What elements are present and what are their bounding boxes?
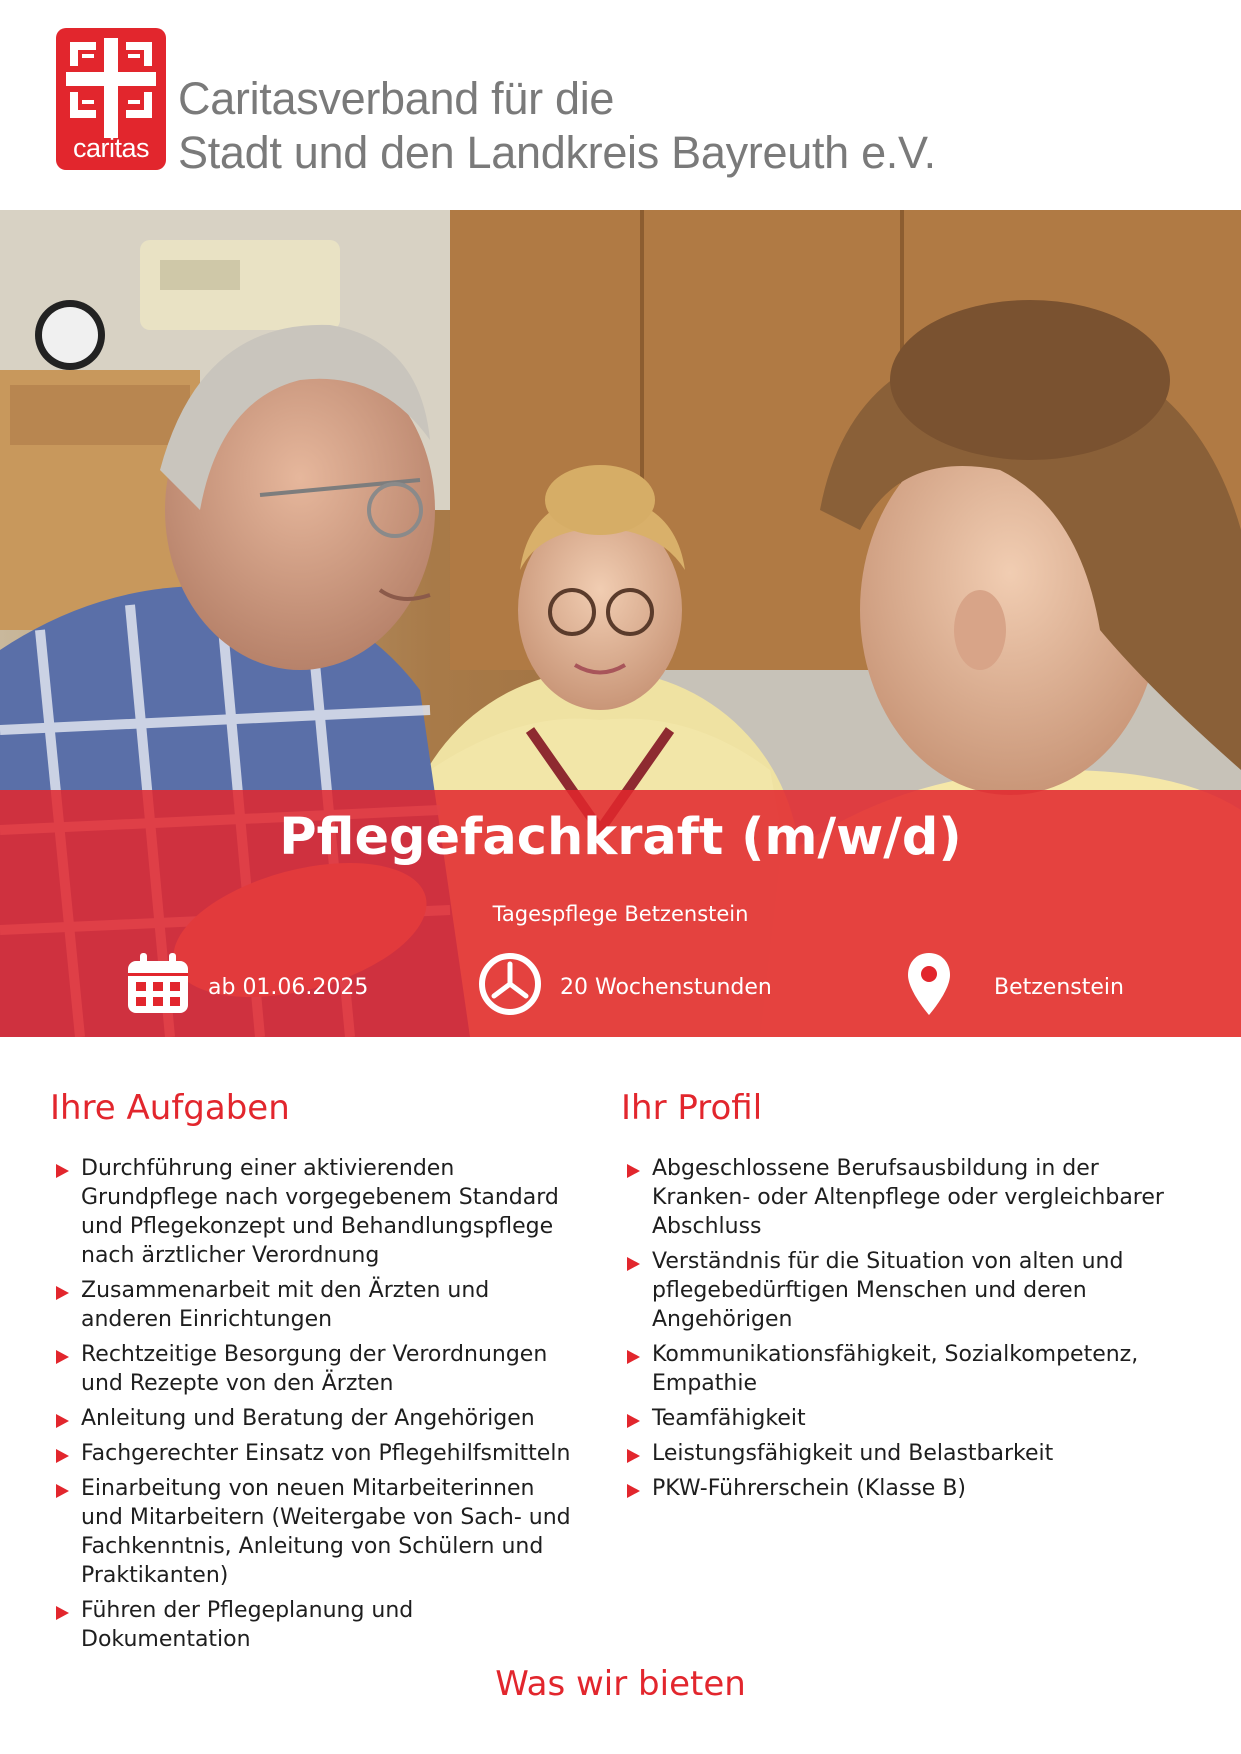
start-date-text: ab 01.06.2025	[208, 974, 369, 1000]
profile-section	[621, 1088, 1181, 1509]
clock-icon	[478, 952, 542, 1022]
hours-text: 20 Wochenstunden	[560, 974, 772, 1000]
job-title: Pflegefachkraft (m/w/d)	[279, 808, 962, 867]
list-item: Einarbeitung von neuen Mitarbeiterinnen und Mitarbeitern (Weitergabe von Sach- und Fachkenntnis, Anleitung von Schülern und Praktikanten)	[50, 1474, 580, 1590]
list-item: PKW-Führerschein (Klasse B)	[621, 1474, 1181, 1503]
list-item: Teamfähigkeit	[621, 1404, 1181, 1433]
list-item: Fachgerechter Einsatz von Pflegehilfsmitteln	[50, 1439, 580, 1468]
organization-name-line1: Caritasverband für die	[178, 73, 615, 124]
list-item: Leistungsfähigkeit und Belastbarkeit	[621, 1439, 1181, 1468]
logo-wordmark: caritas	[72, 133, 150, 163]
tasks-heading: Ihre Aufgaben	[50, 1088, 290, 1128]
fact-place	[906, 952, 1124, 1022]
page-header	[0, 0, 1241, 210]
list-item: Zusammenarbeit mit den Ärzten und anderen Einrichtungen	[50, 1276, 580, 1334]
organization-name	[178, 72, 936, 180]
tasks-section	[50, 1088, 580, 1660]
fact-hours	[478, 952, 772, 1022]
list-item: Anleitung und Beratung der Angehörigen	[50, 1404, 580, 1433]
list-item: Abgeschlossene Berufsausbildung in der Kranken- oder Altenpflege oder vergleichbarer Abschluss	[621, 1154, 1181, 1241]
list-item: Kommunikationsfähigkeit, Sozialkompetenz, Empathie	[621, 1340, 1181, 1398]
place-text: Betzenstein	[994, 974, 1124, 1000]
fact-start-date	[126, 952, 368, 1022]
offer-heading: Was wir bieten	[495, 1664, 746, 1704]
list-item: Rechtzeitige Besorgung der Verordnungen und Rezepte von den Ärzten	[50, 1340, 580, 1398]
calendar-icon	[126, 953, 190, 1021]
tasks-list	[50, 1154, 580, 1654]
job-location: Tagespflege Betzenstein	[492, 902, 749, 926]
organization-name-line2: Stadt und den Landkreis Bayreuth e.V.	[178, 127, 936, 178]
map-pin-icon	[906, 951, 952, 1023]
profile-heading: Ihr Profil	[621, 1088, 763, 1128]
caritas-logo	[56, 28, 166, 170]
list-item: Durchführung einer aktivierenden Grundpflege nach vorgegebenem Standard und Pflegekonzept und Behandlungspflege nach ärztlicher Verordnung	[50, 1154, 580, 1270]
profile-list	[621, 1154, 1181, 1503]
list-item: Führen der Pflegeplanung und Dokumentation	[50, 1596, 580, 1654]
list-item: Verständnis für die Situation von alten und pflegebedürftigen Menschen und deren Angehörigen	[621, 1247, 1181, 1334]
